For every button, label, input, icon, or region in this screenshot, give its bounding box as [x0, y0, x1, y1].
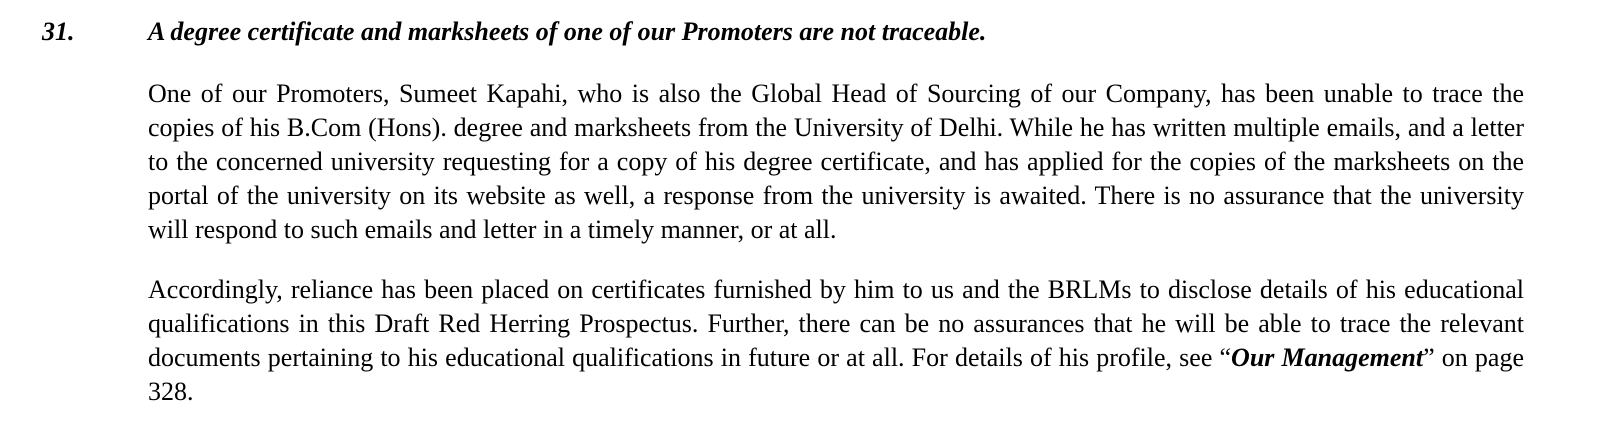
cross-reference-our-management: Our Management: [1231, 343, 1424, 372]
paragraph-2: [148, 273, 1524, 409]
paragraph-2-tail: ” on page 328.: [148, 343, 1525, 406]
section-heading: A degree certificate and marksheets of one of our Promoters are not traceable.: [148, 17, 987, 46]
paragraph-2-text: Accordingly, reliance has been placed on certificates furnished by him to us and the BRLMs to disclose details of his educational qualifications in this Draft Red Herring Prospectus. Further, there can be no assurances that he will be able to trace the relevant documents pertaining to his educational qualifications in future or at all. For details of his profile, see “: [148, 275, 1524, 372]
section-content: [148, 14, 1524, 435]
paragraph-1: One of our Promoters, Sumeet Kapahi, who is also the Global Head of Sourcing of our Company, has been unable to trace the copies of his B.Com (Hons). degree and marksheets from the University of Delhi. While he has written multiple emails, and a letter to the concerned university requesting for a copy of his degree certificate, and has applied for the copies of the marksheets on the portal of the university on its website as well, a response from the university is awaited. There is no assurance that the university will respond to such emails and letter in a timely manner, or at all.: [148, 79, 1524, 244]
section-number: 31.: [42, 17, 75, 46]
